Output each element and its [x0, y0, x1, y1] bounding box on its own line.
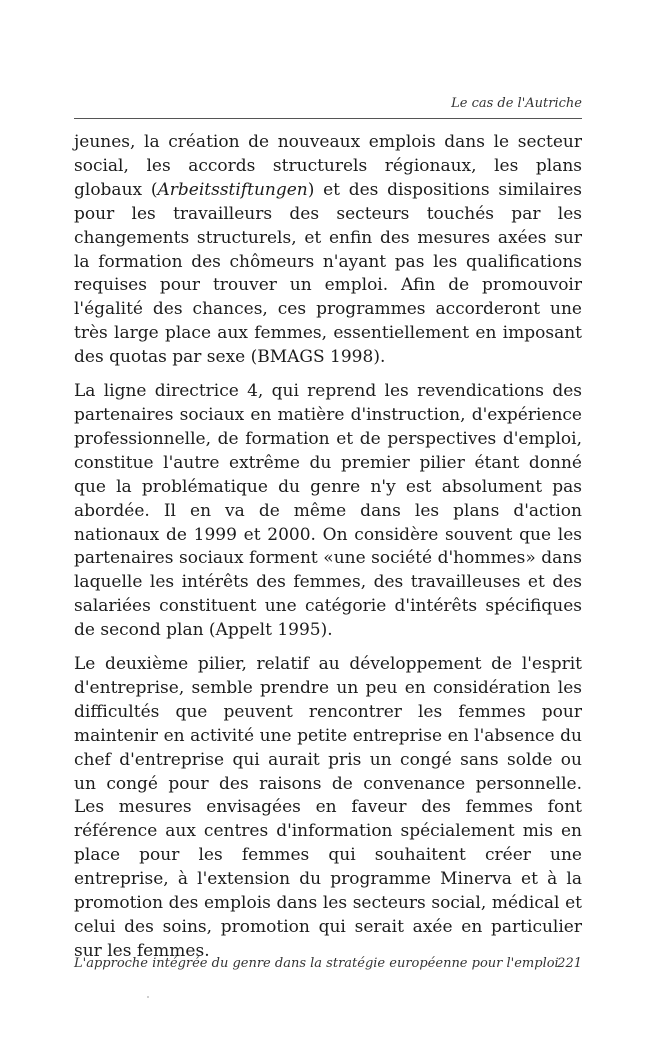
paragraph-1 [74, 131, 582, 370]
scan-speck [147, 996, 149, 998]
paragraph-3: Le deuxième pilier, relatif au développement de l'esprit d'entreprise, semble prendre un peu en considération les difficultés que peuvent rencontrer les femmes pour maintenir en activité une petite entreprise en l'absence du chef d'entreprise qui aurait pris un congé sans solde ou un congé pour des raisons de convenance personnelle. Les mesures envisagées en faveur des femmes font référence aux centres d'information spécialement mis en place pour les femmes qui souhaitent créer une entreprise, à l'extension du programme Minerva et à la promotion des emplois dans les secteurs social, médical et celui des soins, promotion qui serait axée en particulier sur les femmes. [74, 654, 582, 961]
running-header: Le cas de l'Autriche [451, 96, 582, 111]
paragraph-1-italic-term: Arbeitsstiftungen [157, 179, 308, 200]
paragraph-1-text-after: ) et des dispositions similaires pour les travailleurs des secteurs touchés par les changements structurels, et enfin des mesures axées sur la formation des chômeurs n'ayant pas les qualifications requises pour trouver un emploi. Afin de promouvoir l'égalité des chances, ces programmes accorderont une très large place aux femmes, essentiellement en imposant des quotas par sexe (BMAGS 1998). [74, 179, 582, 368]
paragraph-1-text-before: jeunes, la création de nouveaux emplois dans le secteur social, les accords structurels régionaux, les plans globaux ( [74, 132, 582, 200]
paragraph-2: La ligne directrice 4, qui reprend les revendications des partenaires sociaux en matière d'instruction, d'expérience professionnelle, de formation et de perspectives d'emploi, constitue l'autre extrême du premier pilier étant donné que la problématique du genre n'y est absolument pas abordée. Il en va de même dans les plans d'action nationaux de 1999 et 2000. On considère souvent que les partenaires sociaux forment «une société d'hommes» dans laquelle les intérêts des femmes, des travailleuses et des salariées constituent une catégorie d'intérêts spécifiques de second plan (Appelt 1995). [74, 381, 582, 641]
footer-book-title: L'approche intégrée du genre dans la stratégie européenne pour l'emploi [74, 956, 559, 971]
body-text [74, 131, 582, 974]
page-number: 221 [557, 956, 582, 971]
header-divider [74, 118, 582, 119]
